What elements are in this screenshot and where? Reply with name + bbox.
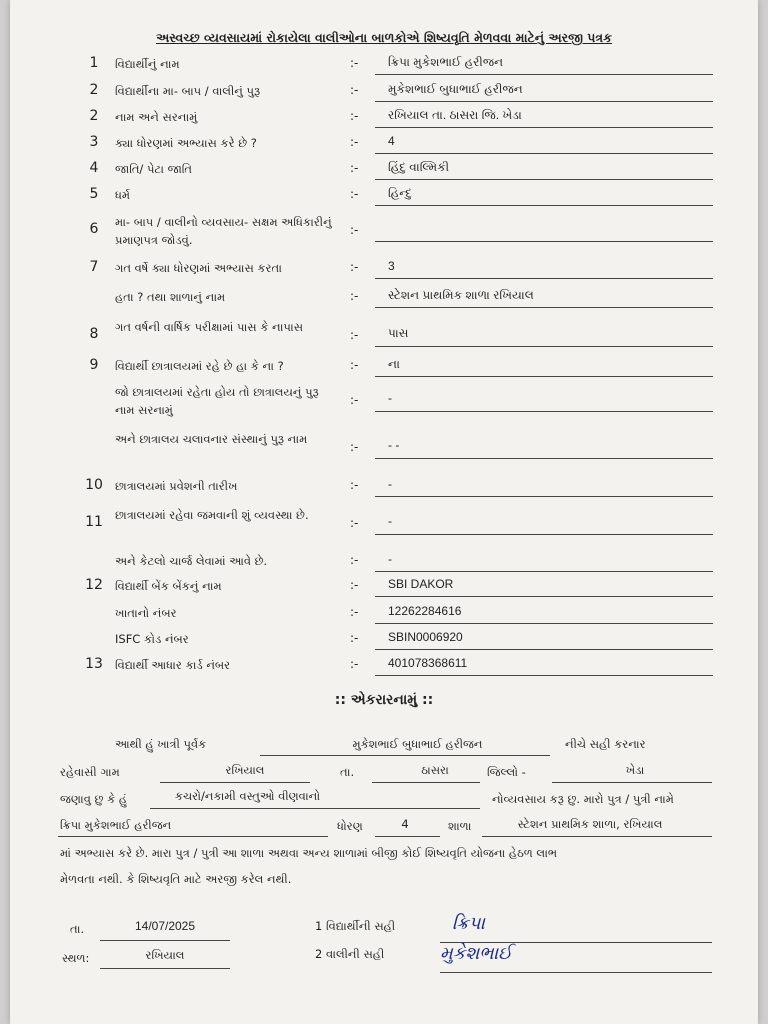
form-row <box>0 656 768 680</box>
form-row <box>0 604 768 628</box>
field-value: 12262284616 <box>388 604 462 618</box>
field-number: 12 <box>85 577 103 593</box>
field-value: ના <box>388 357 400 371</box>
form-row <box>0 552 768 576</box>
field-value: રખિયાલ તા. ઠાસરા જિ. ખેડા <box>388 108 522 122</box>
field-separator: :- <box>350 135 359 149</box>
place-label: સ્થળ: <box>62 951 90 965</box>
guardian-signature: મુકેશભાઈ <box>440 943 512 964</box>
field-number: 13 <box>85 656 103 672</box>
form-row <box>0 383 768 417</box>
declaration-text: માં અભ્યાસ કરે છે. મારા પુત્ર / પુત્રી આ શાળા અથવા અન્ય શાળામાં બીજી કોઈ શિષ્યવૃતિ યોજના હેઠળ લાભ <box>60 846 558 860</box>
declaration-text: જણાવુ છુ કે હું <box>60 792 128 806</box>
form-row <box>0 82 768 106</box>
declaration-text: શાળા <box>448 819 472 833</box>
field-label: છાત્રાલયમાં પ્રવેશની તારીખ <box>115 479 238 493</box>
field-label: વિદ્યાર્થી આધાર કાર્ડ નંબર <box>115 658 231 672</box>
form-row <box>0 318 768 342</box>
field-separator: :- <box>350 578 359 592</box>
place-value: રખિયાલ <box>145 948 185 962</box>
form-row <box>0 506 768 530</box>
form-row <box>0 55 768 79</box>
form-row <box>0 577 768 601</box>
form-row <box>0 134 768 158</box>
field-number: 6 <box>89 221 99 237</box>
field-value: ક્રિપા મુકેશભાઈ હરીજન <box>388 55 504 69</box>
form-row <box>0 108 768 132</box>
child-name-value: ક્રિપા મુકેશભાઈ હરીજન <box>60 818 172 832</box>
field-label: વિદ્યાર્થીનું નામ <box>115 57 180 71</box>
field-label: જાતિ/ પેટા જાતિ <box>115 162 193 176</box>
field-label: વિદ્યાર્થીના મા- બાપ / વાલીનું પુરૂ <box>115 84 261 98</box>
field-value: પાસ <box>388 326 409 340</box>
field-separator: :- <box>350 109 359 123</box>
school-value: સ્ટેશન પ્રાથમિક શાળા, રખિયાલ <box>517 817 663 831</box>
standard-value: 4 <box>401 817 409 831</box>
field-label: ISFC કોડ નંબર <box>115 632 189 646</box>
field-value: 401078368611 <box>388 656 468 670</box>
field-value: - <box>388 552 392 566</box>
field-separator: :- <box>350 328 359 342</box>
field-value: - <box>388 514 392 528</box>
district-value: ખેડા <box>625 763 645 777</box>
field-label: અને છાત્રાલય ચલાવનાર સંસ્થાનું પુરૂ નામ <box>115 432 308 446</box>
field-separator: :- <box>350 223 359 237</box>
field-label: ધર્મ <box>115 188 131 202</box>
field-value: હિન્દુ <box>388 186 412 200</box>
guardian-signature-label: 2 વાલીની સહી <box>315 947 385 961</box>
village-value: રખિયાલ <box>225 763 265 777</box>
field-separator: :- <box>350 187 359 201</box>
field-value: સ્ટેશન પ્રાથમિક શાળા રખિયાલ <box>388 288 534 302</box>
declaration-text: જિલ્લો - <box>487 765 526 779</box>
declarant-name: મુકેશભાઈ બુધાભાઈ હરીજન <box>352 737 483 751</box>
declaration-text: ધોરણ <box>337 819 363 833</box>
taluka-value: ઠાસરા <box>421 763 449 777</box>
field-label: વિદ્યાર્થી છાત્રાલયમાં રહે છે હા કે ના ? <box>115 359 284 373</box>
field-separator: :- <box>350 161 359 175</box>
field-value: - <box>388 391 392 405</box>
field-number: 4 <box>89 160 99 176</box>
field-number: 7 <box>89 259 99 275</box>
field-label: હતા ? તથા શાળાનું નામ <box>115 290 226 304</box>
declaration-text: નીચે સહી કરનાર <box>565 737 646 751</box>
field-label: ગત વર્ષે ક્યા ધોરણમાં અભ્યાસ કરતા <box>115 261 282 275</box>
field-label: જો છાત્રાલયમાં રહેતા હોય તો છાત્રાલયનું પુરૂ નામ સરનામું <box>115 385 319 417</box>
declaration-text: રહેવાસી ગામ <box>60 765 120 779</box>
field-label: અને કેટલો ચાર્જ લેવામાં આવે છે. <box>115 554 268 568</box>
field-separator: :- <box>350 289 359 303</box>
field-number: 2 <box>89 108 99 124</box>
field-value: SBIN0006920 <box>388 630 463 644</box>
field-value: 4 <box>388 134 395 148</box>
field-number: 8 <box>89 326 99 342</box>
field-separator: :- <box>350 553 359 567</box>
field-number: 5 <box>89 186 99 202</box>
field-number: 10 <box>85 477 103 493</box>
field-separator: :- <box>350 83 359 97</box>
form-row <box>0 477 768 501</box>
field-separator: :- <box>350 440 359 454</box>
occupation-value: કચરો/નકામી વસ્તુઓ વીણવાનો <box>174 789 321 803</box>
field-label: નામ અને સરનામું <box>115 110 198 124</box>
field-separator: :- <box>350 260 359 274</box>
field-label: ખાતાનો નંબર <box>115 606 177 620</box>
declaration-heading: :: એકરારનામું :: <box>334 692 434 708</box>
field-number: 1 <box>89 55 99 71</box>
field-number: 9 <box>89 357 99 373</box>
field-value: મુકેશભાઈ બુધાભાઈ હરીજન <box>388 82 523 96</box>
field-number: 3 <box>89 134 99 150</box>
form-row <box>0 288 768 312</box>
field-label: વિદ્યાર્થી બેંક બેંકનું નામ <box>115 579 222 593</box>
form-row <box>0 186 768 210</box>
form-row <box>0 357 768 381</box>
field-separator: :- <box>350 56 359 70</box>
declaration-text: નોવ્યવસાય કરૂ છુ. મારો પુત્ર / પુત્રી નામે <box>492 792 674 806</box>
date-label: તા. <box>70 922 85 936</box>
form-row <box>0 430 768 454</box>
field-number: 2 <box>89 82 99 98</box>
form-row <box>0 630 768 654</box>
date-value: 14/07/2025 <box>134 919 196 933</box>
field-value: 3 <box>388 259 395 273</box>
field-value: - - <box>388 438 400 452</box>
field-separator: :- <box>350 393 359 407</box>
form-title: અસ્વચ્છ વ્યવસાયમાં રોકાયેલા વાલીઓના બાળકોએ શિષ્યવૃતિ મેળવવા માટેનું અરજી પત્રક <box>156 30 612 45</box>
field-label: મા- બાપ / વાલીનો વ્યવસાય- સક્ષમ અધિકારીનું પ્રમાણપત્ર જોડવું. <box>115 215 332 247</box>
field-separator: :- <box>350 657 359 671</box>
field-separator: :- <box>350 631 359 645</box>
student-signature-label: 1 વિદ્યાર્થીની સહી <box>315 919 396 933</box>
field-separator: :- <box>350 358 359 372</box>
field-number: 11 <box>85 514 103 530</box>
field-label: ગત વર્ષની વાર્ષિક પરીક્ષામાં પાસ કે નાપાસ <box>115 320 304 334</box>
declaration-text: આથી હું ખાત્રી પૂર્વક <box>115 737 207 751</box>
field-label: ક્યા ધોરણમાં અભ્યાસ કરે છે ? <box>115 136 257 150</box>
field-separator: :- <box>350 478 359 492</box>
form-row <box>0 213 768 247</box>
student-signature: ક્રિપા <box>452 913 485 934</box>
field-separator: :- <box>350 605 359 619</box>
field-value: - <box>388 477 392 491</box>
form-row <box>0 259 768 283</box>
field-separator: :- <box>350 516 359 530</box>
declaration-text: તા. <box>340 765 355 779</box>
declaration-text: મેળવતા નથી. કે શિષ્યવૃતિ માટે અરજી કરેલ નથી. <box>60 872 292 886</box>
field-value: SBI DAKOR <box>388 577 454 591</box>
form-row <box>0 160 768 184</box>
field-value: હિંદુ વાલ્મિકી <box>388 160 450 174</box>
field-label: છાત્રાલયમાં રહેવા જમવાની શું વ્યવસ્થા છે. <box>115 508 309 522</box>
